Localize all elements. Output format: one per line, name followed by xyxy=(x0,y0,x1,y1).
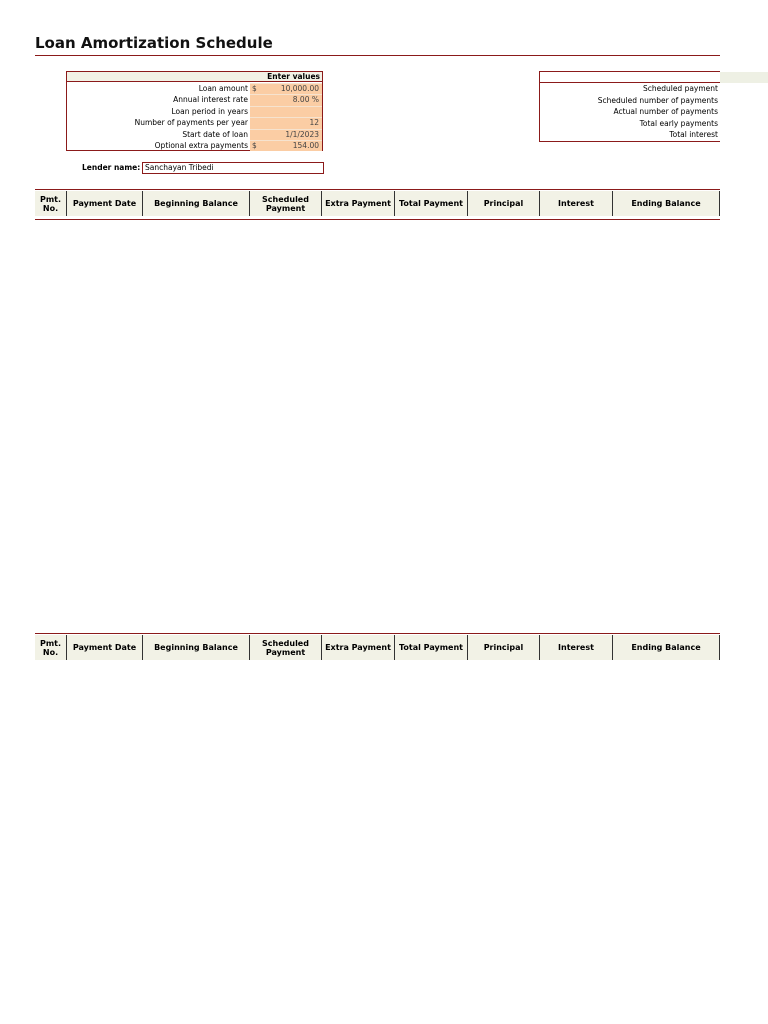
summary-row-total-interest xyxy=(540,129,719,141)
input-label: Number of payments per year xyxy=(134,118,248,128)
input-row-start-date xyxy=(67,129,322,140)
summary-label: Scheduled number of payments xyxy=(597,95,718,105)
column-header-ending-balance[interactable]: Ending Balance xyxy=(613,635,720,660)
input-row-payments-per-year xyxy=(67,117,322,128)
input-row-extra-payments xyxy=(67,140,322,151)
column-header-principal[interactable]: Principal xyxy=(468,191,540,216)
schedule-top-rule xyxy=(35,189,720,190)
column-header-beginning-balance[interactable]: Beginning Balance xyxy=(143,191,250,216)
loan-period-field[interactable] xyxy=(250,106,322,117)
currency-symbol: $ xyxy=(252,84,257,93)
column-header-total-payment[interactable]: Total Payment xyxy=(395,191,468,216)
column-header-interest[interactable]: Interest xyxy=(540,191,613,216)
column-header-scheduled-payment[interactable]: Scheduled Payment xyxy=(250,191,322,216)
payments-per-year-field[interactable] xyxy=(250,117,322,128)
schedule-bottom-rule xyxy=(35,219,720,220)
column-header-payment-date[interactable]: Payment Date xyxy=(67,635,143,660)
summary-label: Actual number of payments xyxy=(613,107,718,117)
column-header-principal[interactable]: Principal xyxy=(468,635,540,660)
lender-name-field[interactable]: Sanchayan Tribedi xyxy=(142,162,324,174)
side-strip xyxy=(720,72,768,83)
currency-symbol: $ xyxy=(252,141,257,150)
input-values-header xyxy=(66,71,323,82)
extra-payments-field[interactable] xyxy=(250,140,322,151)
input-value: 12 xyxy=(309,118,319,128)
input-label: Loan amount xyxy=(198,84,248,93)
column-header-scheduled-payment[interactable]: Scheduled Payment xyxy=(250,635,322,660)
lender-name-label: Lender name: xyxy=(82,163,141,172)
loan-amount-field[interactable] xyxy=(250,83,322,94)
summary-row-scheduled-payment xyxy=(540,83,719,95)
column-header-ending-balance[interactable]: Ending Balance xyxy=(613,191,720,216)
summary-row-scheduled-number xyxy=(540,95,719,107)
schedule-top-rule xyxy=(35,633,720,634)
column-header-pmt-no[interactable]: Pmt. No. xyxy=(35,191,67,216)
input-value: 8.00 % xyxy=(292,95,319,105)
column-header-extra-payment[interactable]: Extra Payment xyxy=(322,635,395,660)
input-value: 154.00 xyxy=(292,141,319,150)
input-value: 10,000.00 xyxy=(280,84,319,93)
input-label: Loan period in years xyxy=(171,106,248,116)
summary-row-actual-number xyxy=(540,106,719,118)
start-date-field[interactable] xyxy=(250,129,322,140)
column-header-pmt-no[interactable]: Pmt. No. xyxy=(35,635,67,660)
page-title: Loan Amortization Schedule xyxy=(35,34,273,52)
input-label: Start date of loan xyxy=(182,129,248,139)
schedule-header-repeat xyxy=(35,635,720,660)
schedule-header xyxy=(35,191,720,216)
column-header-extra-payment[interactable]: Extra Payment xyxy=(322,191,395,216)
summary-header xyxy=(539,71,720,83)
summary-row-total-early xyxy=(540,118,719,130)
interest-rate-field[interactable] xyxy=(250,94,322,105)
column-header-total-payment[interactable]: Total Payment xyxy=(395,635,468,660)
summary-label: Total interest xyxy=(669,130,718,140)
column-header-payment-date[interactable]: Payment Date xyxy=(67,191,143,216)
column-header-beginning-balance[interactable]: Beginning Balance xyxy=(143,635,250,660)
input-label: Annual interest rate xyxy=(173,95,248,105)
title-divider xyxy=(35,55,720,56)
input-row-loan-period xyxy=(67,106,322,117)
input-row-loan-amount xyxy=(67,83,322,94)
input-label: Optional extra payments xyxy=(154,141,248,150)
summary-label: Total early payments xyxy=(639,118,718,128)
summary-label: Scheduled payment xyxy=(642,84,718,93)
input-values-header-label: Enter values xyxy=(267,72,320,81)
input-row-interest-rate xyxy=(67,94,322,105)
column-header-interest[interactable]: Interest xyxy=(540,635,613,660)
input-value: 1/1/2023 xyxy=(285,129,319,139)
